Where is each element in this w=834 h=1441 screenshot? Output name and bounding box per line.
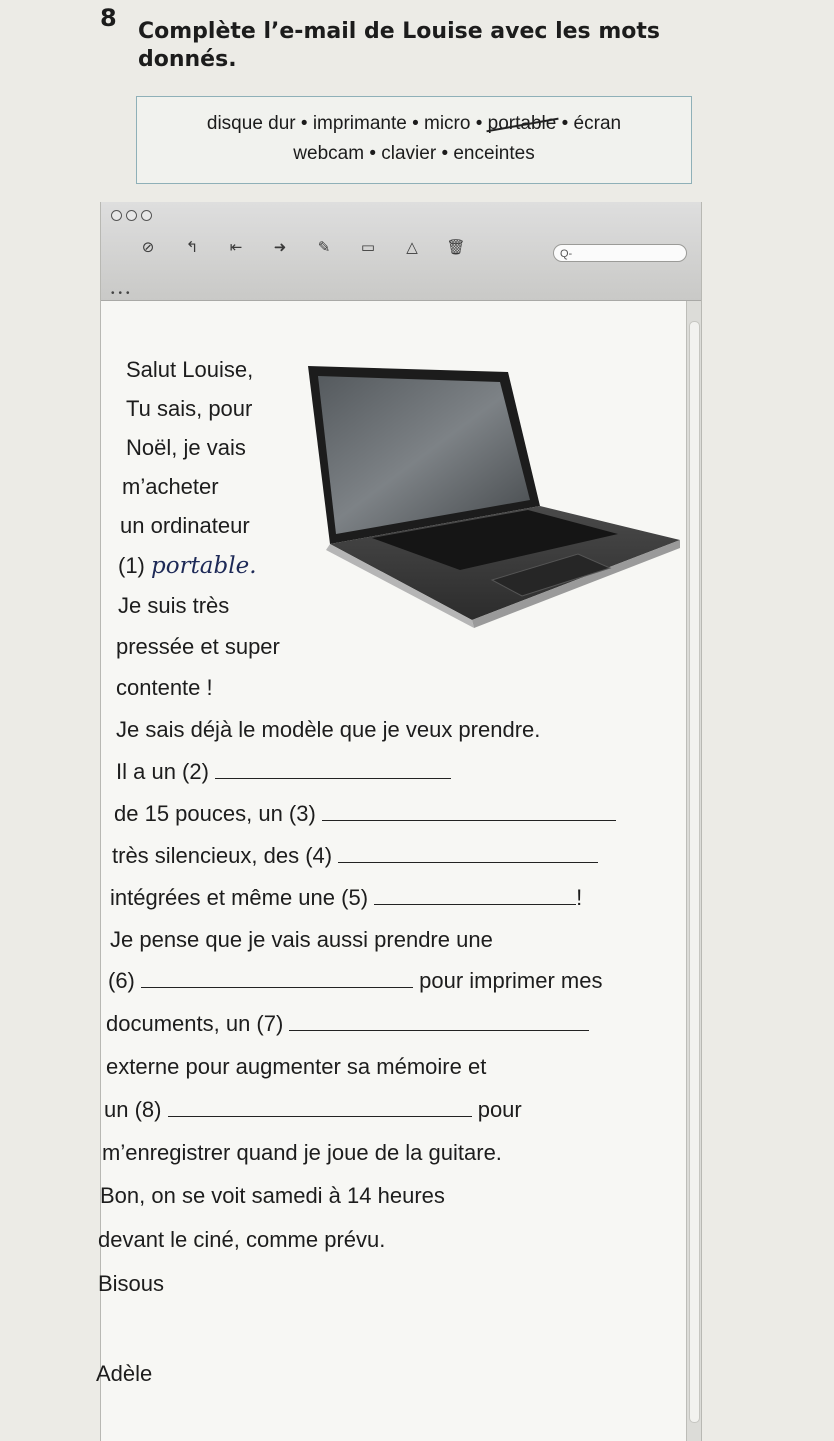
answer-blank-2[interactable] <box>215 760 451 779</box>
close-window-button[interactable] <box>111 210 122 221</box>
answer-blank-6[interactable] <box>141 969 413 988</box>
blank-5-text: intégrées et même une (5) <box>110 885 375 910</box>
blank-number: (1) <box>118 553 151 578</box>
email-line: Je sais déjà le modèle que je veux prendre. <box>116 717 541 742</box>
word-box-line-1 <box>137 109 691 139</box>
email-signature: Adèle <box>96 1361 153 1386</box>
answer-blank-7[interactable] <box>289 1012 589 1031</box>
email-line: pressée et super <box>116 634 280 659</box>
email-line <box>108 967 602 995</box>
blank-7-text: documents, un (7) <box>106 1011 290 1036</box>
email-line: Salut Louise, <box>126 357 254 382</box>
email-line: Je suis très <box>118 593 230 618</box>
exclamation: ! <box>576 885 583 910</box>
inbox-icon[interactable]: ▭ <box>360 238 376 256</box>
reply-icon[interactable]: ↰ <box>185 238 199 256</box>
email-line <box>106 1010 589 1038</box>
blank-6-continuation: pour imprimer mes <box>413 968 603 993</box>
compose-icon[interactable]: ✎ <box>317 238 331 256</box>
window-chrome <box>101 202 701 301</box>
blank-8-continuation: pour <box>471 1097 522 1122</box>
answer-blank-3[interactable] <box>322 802 616 821</box>
blank-4-text: très silencieux, des (4) <box>112 843 339 868</box>
email-line <box>104 1096 522 1124</box>
email-toolbar <box>137 238 467 256</box>
search-input[interactable]: Q- <box>553 244 687 262</box>
email-line: devant le ciné, comme prévu. <box>98 1227 386 1252</box>
email-line <box>114 800 616 828</box>
trash-icon[interactable]: 🗑 <box>446 238 466 256</box>
window-controls <box>111 210 152 221</box>
scroll-thumb[interactable] <box>689 321 700 1423</box>
email-line: externe pour augmenter sa mémoire et <box>106 1054 487 1079</box>
answer-blank-4[interactable] <box>338 844 598 863</box>
email-line <box>112 842 598 870</box>
status-dots: ••• <box>111 288 134 299</box>
email-line: m’enregistrer quand je joue de la guitare. <box>102 1140 502 1165</box>
email-line <box>110 884 582 912</box>
word-crossed-out: portable <box>487 113 557 134</box>
scrollbar[interactable] <box>686 301 701 1441</box>
word-list-part-b: • écran <box>556 113 622 134</box>
zoom-window-button[interactable] <box>141 210 152 221</box>
email-line: un ordinateur <box>120 513 250 538</box>
answer-handwritten: portable. <box>151 553 257 579</box>
word-box-line-2: webcam • clavier • enceintes <box>293 143 535 164</box>
email-line: Bon, on se voit samedi à 14 heures <box>100 1183 445 1208</box>
exercise-number: 8 <box>100 4 117 32</box>
laptop-illustration <box>296 358 688 632</box>
blank-6-text: (6) <box>108 968 141 993</box>
blank-8-text: un (8) <box>104 1097 168 1122</box>
email-line: Noël, je vais <box>126 435 246 460</box>
email-line: Bisous <box>98 1271 165 1296</box>
forward-icon[interactable]: ➜ <box>273 238 287 256</box>
email-line: m’acheter <box>122 474 219 499</box>
word-box <box>136 96 692 184</box>
email-line: Je pense que je vais aussi prendre une <box>110 927 493 952</box>
junk-icon[interactable]: △ <box>406 238 418 256</box>
email-line: Tu sais, pour <box>126 396 253 421</box>
email-line <box>116 758 451 786</box>
answer-blank-8[interactable] <box>168 1098 472 1117</box>
email-line: contente ! <box>116 675 213 700</box>
exercise-title: Complète l’e-mail de Louise avec les mots donnés. <box>138 19 660 72</box>
stop-icon[interactable]: ⊘ <box>141 238 155 256</box>
answer-blank-5[interactable] <box>374 886 576 905</box>
minimize-window-button[interactable] <box>126 210 137 221</box>
word-list-part-a: disque dur • imprimante • micro • <box>206 113 488 134</box>
email-line <box>118 552 257 580</box>
blank-3-text: de 15 pouces, un (3) <box>114 801 322 826</box>
blank-2-text: Il a un (2) <box>116 759 216 784</box>
reply-all-icon[interactable]: ⇤ <box>229 238 243 256</box>
